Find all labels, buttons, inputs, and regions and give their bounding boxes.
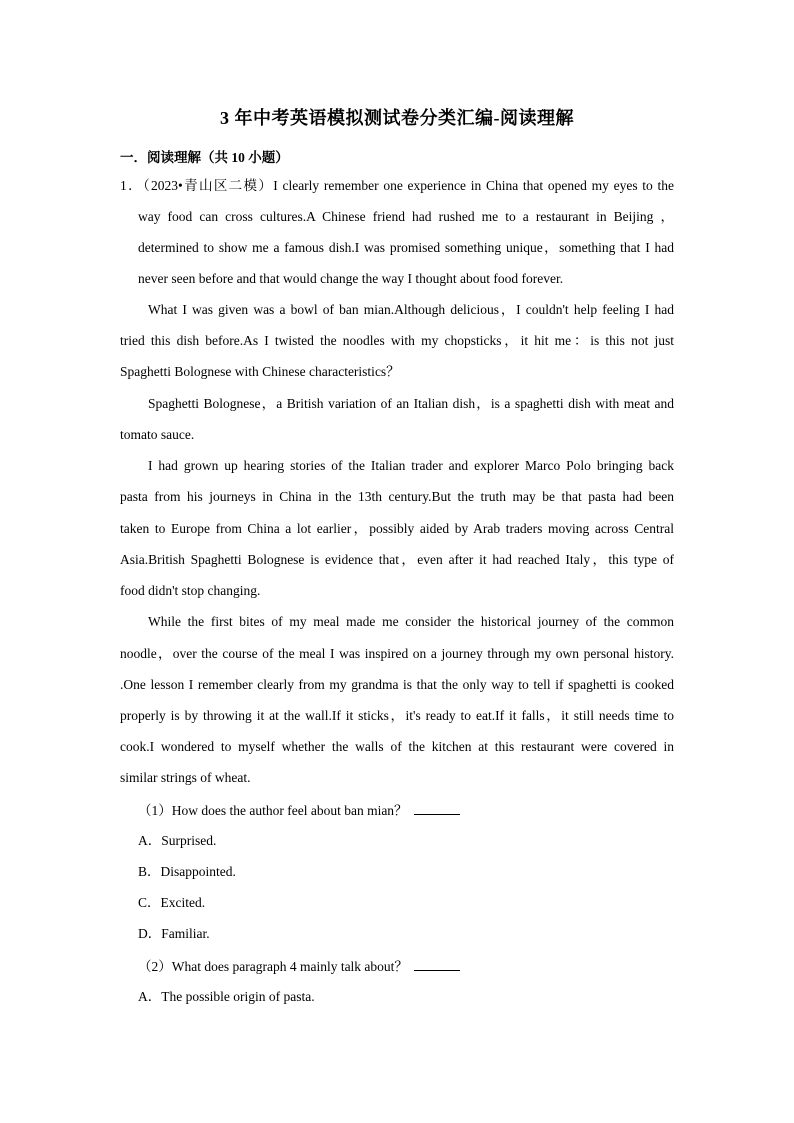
passage-line: determined to show me a famous dish.I was promised something unique，something that I had	[138, 240, 674, 255]
sub-question-stem: （2）What does paragraph 4 mainly talk about？	[138, 959, 408, 974]
option-a[interactable]: A．The possible origin of pasta.	[138, 989, 315, 1004]
passage-line: Asia.British Spaghetti Bolognese is evidence that，even after it had reached Italy，this type of	[120, 552, 674, 567]
answer-blank[interactable]	[414, 802, 460, 815]
passage-line: properly is by throwing it at the wall.If it sticks，it's ready to eat.If it falls，it still needs time to	[120, 708, 674, 723]
passage-line: I clearly remember one experience in China that opened my eyes to the	[273, 178, 675, 193]
sub-question-stem: （1）How does the author feel about ban mian？	[138, 803, 408, 818]
passage-line: .One lesson I remember clearly from my grandma is that the only way to tell if spaghetti is cooked	[120, 677, 674, 692]
passage-line: tried this dish before.As I twisted the noodles with my chopsticks，it hit me：is this not just	[120, 333, 674, 348]
answer-blank[interactable]	[414, 958, 460, 971]
passage-line: food didn't stop changing.	[120, 583, 261, 598]
passage-line: taken to Europe from China a lot earlier，possibly aided by Arab traders moving across Central	[120, 521, 674, 536]
passage-line: Spaghetti Bolognese with Chinese characteristics？	[120, 364, 400, 379]
passage-line: tomato sauce.	[120, 427, 195, 442]
option-b[interactable]: B．Disappointed.	[138, 864, 236, 879]
section-heading: 一．阅读理解（共 10 小题）	[120, 150, 289, 165]
passage-line: similar strings of wheat.	[120, 770, 251, 785]
passage-line: noodle，over the course of the meal I was inspired on a journey through my own personal history.	[120, 646, 674, 661]
question-source: （2023•青山区二模）	[142, 178, 274, 193]
passage-line: never seen before and that would change the way I thought about food forever.	[138, 271, 564, 286]
passage-line: I had grown up hearing stories of the Italian trader and explorer Marco Polo bringing back	[148, 458, 674, 473]
passage-line: cook.I wondered to myself whether the walls of the kitchen at this restaurant were covered in	[120, 739, 674, 754]
option-c[interactable]: C．Excited.	[138, 895, 206, 910]
question-1-first-line	[120, 178, 674, 194]
sub-question-1	[138, 802, 460, 819]
passage-line: way food can cross cultures.A Chinese friend had rushed me to a restaurant in Beijing ，	[138, 209, 674, 224]
passage-line: While the first bites of my meal made me consider the historical journey of the common	[148, 614, 674, 629]
passage-line: Spaghetti Bolognese，a British variation of an Italian dish，is a spaghetti dish with meat and	[148, 396, 674, 411]
question-number: 1．	[120, 178, 143, 193]
passage-line: pasta from his journeys in China in the 13th century.But the truth may be that pasta had been	[120, 489, 674, 504]
page-title: 3 年中考英语模拟测试卷分类汇编-阅读理解	[220, 108, 574, 128]
option-d[interactable]: D．Familiar.	[138, 926, 210, 941]
sub-question-2	[138, 958, 460, 975]
passage-line: What I was given was a bowl of ban mian.Although delicious，I couldn't help feeling I had	[148, 302, 674, 317]
option-a[interactable]: A．Surprised.	[138, 833, 217, 848]
